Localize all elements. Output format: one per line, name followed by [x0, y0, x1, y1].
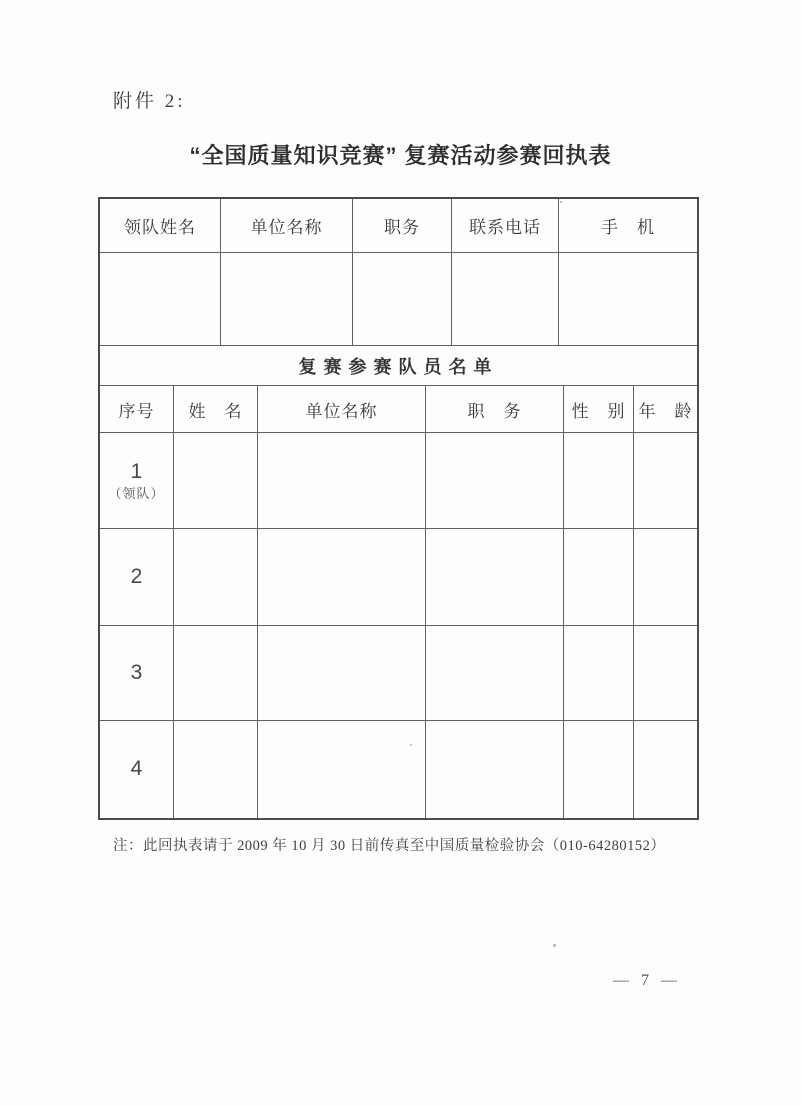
scan-speck — [560, 201, 562, 203]
roster-row4-number — [100, 721, 174, 818]
roster-row4-unit — [258, 721, 426, 818]
roster-row1-name — [174, 433, 258, 529]
row-number: 2 — [130, 564, 143, 588]
roster-header-gender: 性 别 — [564, 386, 634, 433]
roster-row2-name — [174, 529, 258, 626]
roster-row4-age — [634, 721, 697, 818]
roster-row2-number — [100, 529, 174, 626]
row-number: 4 — [130, 757, 143, 781]
roster-row1-age — [634, 433, 697, 529]
roster-table — [100, 386, 697, 818]
leader-header-mobile: 手 机 — [559, 199, 697, 253]
roster-row3-age — [634, 626, 697, 721]
roster-row4-name — [174, 721, 258, 818]
page-number: — 7 — — [613, 972, 681, 989]
roster-header-age: 年 龄 — [634, 386, 697, 433]
leader-header-duty: 职务 — [353, 199, 452, 253]
roster-row2-unit — [258, 529, 426, 626]
roster-header-duty: 职 务 — [426, 386, 564, 433]
scan-speck — [410, 744, 412, 746]
row-number: 1 — [130, 460, 143, 484]
roster-header-name: 姓 名 — [174, 386, 258, 433]
reply-form-table — [98, 197, 699, 820]
roster-row3-name — [174, 626, 258, 721]
roster-row2-age — [634, 529, 697, 626]
leader-cell-phone — [452, 253, 559, 346]
roster-row3-duty — [426, 626, 564, 721]
leader-cell-unit — [221, 253, 353, 346]
roster-row2-gender — [564, 529, 634, 626]
roster-section-title: 复赛参赛队员名单 — [100, 346, 697, 386]
leader-cell-name — [100, 253, 221, 346]
roster-row4-duty — [426, 721, 564, 818]
page-title: “全国质量知识竞赛” 复赛活动参赛回执表 — [189, 143, 612, 168]
roster-header-unit: 单位名称 — [258, 386, 426, 433]
roster-row3-unit — [258, 626, 426, 721]
attachment-label: 附件 2: — [113, 91, 186, 112]
leader-info-table — [100, 199, 697, 346]
roster-row4-gender — [564, 721, 634, 818]
leader-cell-duty — [353, 253, 452, 346]
row-number: 3 — [130, 660, 143, 684]
leader-header-phone: 联系电话 — [452, 199, 559, 253]
leader-header-name: 领队姓名 — [100, 199, 221, 253]
scan-speck — [553, 944, 556, 947]
leader-cell-mobile — [559, 253, 697, 346]
roster-row1-number — [100, 433, 174, 529]
leader-header-unit: 单位名称 — [221, 199, 353, 253]
roster-row1-gender — [564, 433, 634, 529]
roster-row2-duty — [426, 529, 564, 626]
roster-row1-duty — [426, 433, 564, 529]
roster-row3-number — [100, 626, 174, 721]
roster-row3-gender — [564, 626, 634, 721]
fax-instruction-note: 注：此回执表请于 2009 年 10 月 30 日前传真至中国质量检验协会（010-64280152） — [113, 838, 666, 854]
roster-row1-unit — [258, 433, 426, 529]
roster-header-no: 序号 — [100, 386, 174, 433]
row-number-note: （领队） — [108, 485, 165, 501]
